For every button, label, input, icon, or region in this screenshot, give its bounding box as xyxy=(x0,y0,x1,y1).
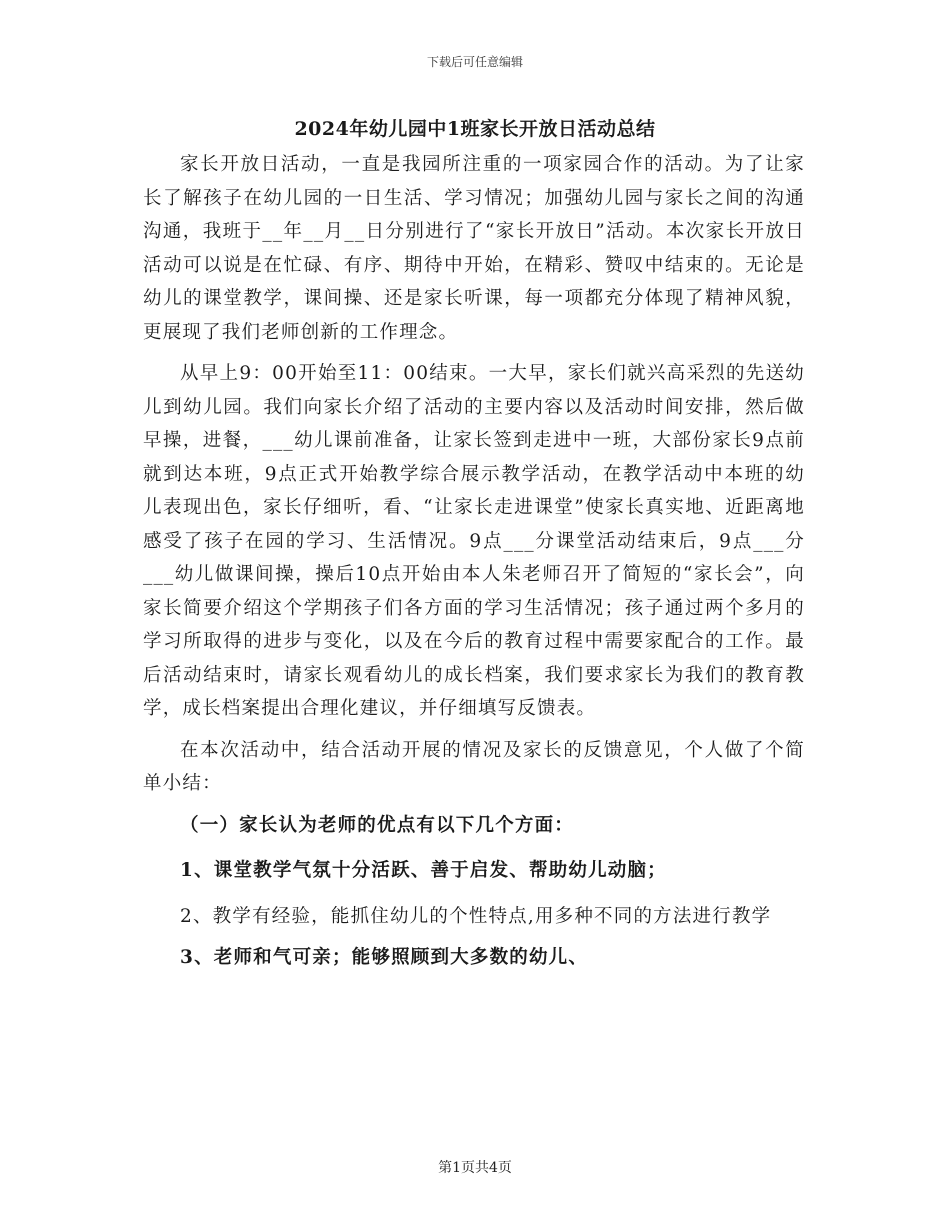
section-heading-strengths: （一）家长认为老师的优点有以下几个方面： xyxy=(180,814,575,836)
list-item-2: 2、教学有经验，能抓住幼儿的个性特点,用多种不同的方法进行教学 xyxy=(180,905,772,927)
document-body xyxy=(143,148,805,975)
list-item-1: 1、课堂教学气氛十分活跃、善于启发、帮助幼儿动脑； xyxy=(180,860,667,881)
paragraph-intro: 家长开放日活动，一直是我园所注重的一项家园合作的活动。为了让家长了解孩子在幼儿园的一日生活、学习情况；加强幼儿园与家长之间的沟通沟通，我班于__年__月__日分别进行了“家长开放日”活动。本次家长开放日活动可以说是在忙碌、有序、期待中开始，在精彩、赞叹中结束的。无论是幼儿的课堂教学，课间操、还是家长听课，每一项都充分体现了精神风貌，更展现了我们老师创新的工作理念。 xyxy=(143,154,805,343)
paragraph-summary-lead: 在本次活动中，结合活动开展的情况及家长的反馈意见，个人做了个简单小结： xyxy=(143,739,805,794)
list-item-3: 3、老师和气可亲；能够照顾到大多数的幼儿、 xyxy=(180,947,589,968)
document-title: 2024年幼儿园中1班家长开放日活动总结 xyxy=(294,118,656,140)
paragraph-schedule: 从早上9：00开始至11：00结束。一大早，家长们就兴高采烈的先送幼儿到幼儿园。我们向家长介绍了活动的主要内容以及活动时间安排，然后做早操，进餐，___幼儿课前准备，让家长签到走进中一班，大部份家长9点前就到达本班，9点正式开始教学综合展示教学活动，在教学活动中本班的幼儿表现出色，家长仔细听，看、“让家长走进课堂”使家长真实地、近距离地感受了孩子在园的学习、生活情况。9点___分课堂活动结束后，9点___分___幼儿做课间操，操后10点开始由本人朱老师召开了简短的“家长会”，向家长简要介绍这个学期孩子们各方面的学习生活情况；孩子通过两个多月的学习所取得的进步与变化，以及在今后的教育过程中需要家配合的工作。最后活动结束时，请家长观看幼儿的成长档案，我们要求家长为我们的教育教学，成长档案提出合理化建议，并仔细填写反馈表。 xyxy=(143,363,805,719)
header-note: 下载后可任意编辑 xyxy=(426,55,523,69)
page-number: 第1页共4页 xyxy=(438,1160,512,1176)
